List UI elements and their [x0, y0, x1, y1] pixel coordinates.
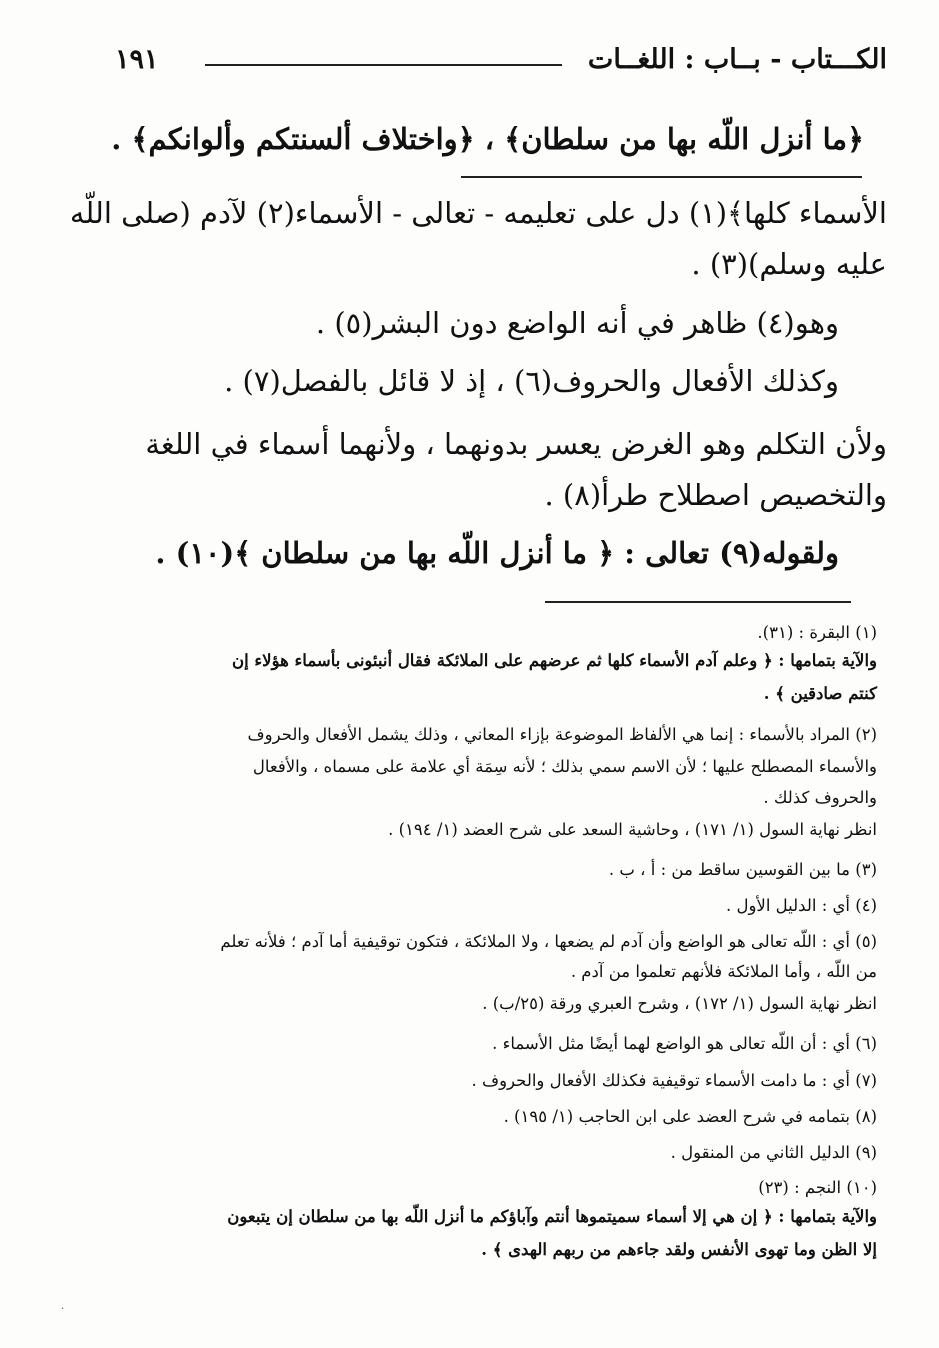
- page-number: ١٩١: [115, 44, 159, 75]
- footnote-line: والآية بتمامها : ﴿ إن هي إلا أسماء سميتموها أنتم وآباؤكم ما أنزل اللّه بها من سلطان إن يتبعون: [227, 1207, 877, 1226]
- body-line: ﴿ما أنزل اللّه بها من سلطان﴾ ، ﴿واختلاف ألسنتكم وألوانكم﴾ .: [111, 122, 864, 156]
- footnote-separator: [545, 601, 851, 603]
- footnote-line: (٨) بتمامه في شرح العضد على ابن الحاجب (١/ ١٩٥) .: [503, 1107, 877, 1126]
- footnote-line: (٤) أي : الدليل الأول .: [725, 896, 877, 915]
- body-line: ولأن التكلم وهو الغرض يعسر بدونهما ، ولأنهما أسماء في اللغة: [145, 427, 887, 461]
- footnote-line: (٩) الدليل الثاني من المنقول .: [670, 1143, 877, 1162]
- footnote-line: والحروف كذلك .: [763, 788, 877, 807]
- footnote-line: كنتم صادقين ﴾ .: [763, 684, 877, 703]
- footnote-line: والأسماء المصطلح عليها ؛ لأن الاسم سمي بذلك ؛ لأنه سِمَة أي علامة على مسماه ، والأفعال: [252, 757, 877, 776]
- footnote-line: انظر نهاية السول (١/ ١٧٢) ، وشرح العبري ورقة (٢٥/ب) .: [482, 994, 877, 1013]
- footnote-line: (٧) أي : ما دامت الأسماء توقيفية فكذلك الأفعال والحروف .: [471, 1071, 877, 1090]
- body-line: وهو(٤) ظاهر في أنه الواضع دون البشر(٥) .: [315, 306, 839, 340]
- footnote-line: من اللّه ، وأما الملائكة فلأنهم تعلموا من آدم .: [570, 962, 877, 981]
- footnote-line: (٥) أي : اللّه تعالى هو الواضع وأن آدم لم يضعها ، ولا الملائكة ، فتكون توقيفية أما آدم ؛ فلأنه تعلم: [220, 932, 877, 951]
- body-line: والتخصيص اصطلاح طرأ(٨) .: [544, 478, 887, 512]
- body-line: ولقوله(٩) تعالى : ﴿ ما أنزل اللّه بها من سلطان ﴾(١٠) .: [155, 536, 839, 570]
- footnote-line: والآية بتمامها : ﴿ وعلم آدم الأسماء كلها ثم عرضهم على الملائكة فقال أنبئونى بأسماء هؤلاء إن: [231, 651, 877, 670]
- footnote-line: (٦) أي : أن اللّه تعالى هو الواضع لهما أيضًا مثل الأسماء .: [492, 1034, 877, 1053]
- footnote-line: (٢) المراد بالأسماء : إنما هي الألفاظ الموضوعة بإزاء المعاني ، وذلك يشمل الأفعال والحروف: [247, 725, 877, 744]
- scan-speck: ·: [61, 1304, 65, 1315]
- running-header-title: الكـــتاب - بــاب : اللغــات: [587, 44, 887, 75]
- footnote-line: إلا الظن وما تهوى الأنفس ولقد جاءهم من ربهم الهدى ﴾ .: [481, 1240, 877, 1259]
- body-line: عليه وسلم)(٣) .: [691, 247, 887, 281]
- footnote-line: (١) البقرة : (٣١).: [757, 623, 877, 642]
- header-rule: [205, 64, 562, 66]
- footnote-line: (٣) ما بين القوسين ساقط من : أ ، ب .: [608, 860, 877, 879]
- body-line: الأسماء كلها﴾(١) دل على تعليمه - تعالى - الأسماء(٢) لآدم (صلى اللّه: [69, 196, 887, 230]
- footnote-line: (١٠) النجم : (٢٣): [758, 1178, 877, 1197]
- footnote-line: انظر نهاية السول (١/ ١٧١) ، وحاشية السعد على شرح العضد (١/ ١٩٤) .: [388, 820, 877, 839]
- text-underline: [461, 176, 862, 178]
- body-line: وكذلك الأفعال والحروف(٦) ، إذ لا قائل بالفصل(٧) .: [224, 364, 839, 398]
